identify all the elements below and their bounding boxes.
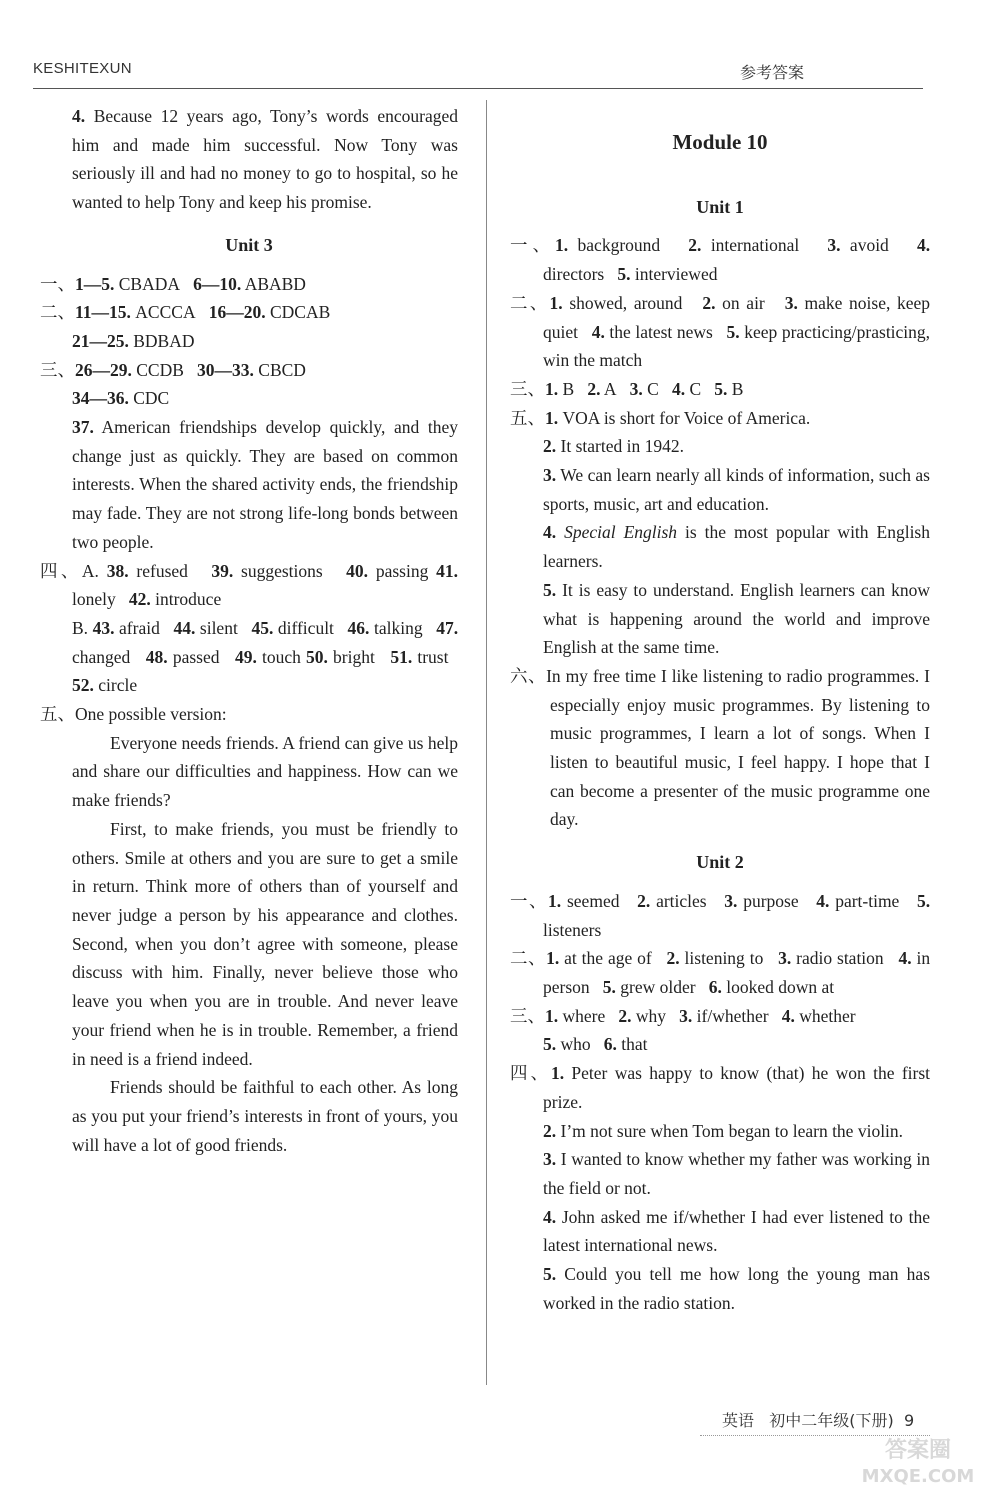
section-mark: 五、 xyxy=(40,704,75,725)
answer-word: the latest news xyxy=(609,321,713,342)
answer-sentence: I wanted to know whether my father was working in the field or not. xyxy=(543,1149,931,1198)
unit2-section-3 xyxy=(510,1002,930,1059)
item-number: 38. xyxy=(106,560,129,581)
item-number: 3. xyxy=(784,292,798,313)
answer-word: trust xyxy=(417,646,449,667)
item-number: 3. xyxy=(778,948,792,969)
answer-sentence: is the most popular with English learners. xyxy=(543,522,930,572)
unit2-section-4-q5 xyxy=(510,1260,930,1317)
answer-sentence: It is easy to understand. English learners can know what is happening around the world and improve English at the same time. xyxy=(543,579,931,658)
item-number: 6. xyxy=(603,1034,617,1055)
answer-word: bright xyxy=(333,646,375,667)
item-number: 1. xyxy=(550,1063,565,1084)
answer-word: part-time xyxy=(835,890,900,911)
answer-word: B xyxy=(731,378,744,399)
item-number: 41. xyxy=(436,560,459,581)
unit1-heading: Unit 1 xyxy=(696,196,744,217)
answer-word: C xyxy=(647,378,659,399)
answer-word: introduce xyxy=(155,589,222,610)
item-number: 1. xyxy=(545,407,559,428)
answer-word: at the age of xyxy=(564,948,652,969)
item-number: 5. xyxy=(726,321,740,342)
unit2-section-1 xyxy=(510,887,930,944)
item-number: 4. xyxy=(916,235,931,256)
item-range: 11—15. xyxy=(75,302,131,323)
answer-word: seemed xyxy=(566,890,620,911)
answer-word: directors xyxy=(543,264,605,285)
answer-word: A xyxy=(603,378,617,399)
item-number: 4. xyxy=(816,890,830,911)
q4-number: 4. xyxy=(72,106,86,126)
answer-sentence: I’m not sure when Tom began to learn the violin. xyxy=(560,1120,904,1141)
answer-word: in person xyxy=(543,948,931,997)
essay-paragraph-3: Friends should be faithful to each other. As long as you put your friend’s interests in front of yours, you will have a lot of good friends. xyxy=(72,1077,458,1155)
section-mark: 四、 xyxy=(510,1063,551,1084)
item-range: 34—36. xyxy=(72,388,129,409)
item-number: 4. xyxy=(898,948,912,969)
section-mark: 三、 xyxy=(510,378,545,399)
answer-word: looked down at xyxy=(726,976,835,997)
item-number: 2. xyxy=(587,378,601,399)
answer-letters: ACCCA xyxy=(135,302,196,323)
answer-word: passed xyxy=(172,646,220,667)
answer-letters: CDCAB xyxy=(269,302,331,323)
answer-sentence: John asked me if/whether I had ever listened to the latest international news. xyxy=(543,1206,930,1256)
unit1-section-3 xyxy=(510,375,930,404)
answer-word: talking xyxy=(373,617,423,638)
answer-word: afraid xyxy=(119,617,160,638)
answer-word: difficult xyxy=(277,617,334,638)
answer-letters: ABABD xyxy=(244,273,306,294)
footer-subject: 英语 xyxy=(722,1411,755,1430)
item-number: 49. xyxy=(234,646,257,667)
item-number: 43. xyxy=(92,617,115,638)
answer-sentence: We can learn nearly all kinds of information, such as sports, music, art and education. xyxy=(543,465,930,514)
answer-word: that xyxy=(621,1034,648,1055)
page-number: 9 xyxy=(903,1411,915,1430)
part-label: A. xyxy=(81,560,99,581)
item-number: 5. xyxy=(602,976,616,997)
part-label: B. xyxy=(72,617,89,638)
item-number: 5. xyxy=(916,890,931,911)
item-number: 46. xyxy=(347,617,370,638)
unit1-section-5-q2 xyxy=(510,432,930,461)
footer-rule xyxy=(700,1435,930,1436)
watermark-line-1: 答案圈 xyxy=(884,1438,951,1463)
answer-word: who xyxy=(560,1034,591,1055)
answer-word: where xyxy=(562,1005,606,1026)
section-mark: 二、 xyxy=(40,302,75,323)
section-mark: 五、 xyxy=(510,407,545,428)
item-number: 4. xyxy=(543,1206,557,1227)
q37-text: American friendships develop quickly, and they change just as quickly. They are based on common interests. When the shared activity ends, the friendship may fade. They are not strong life-long bonds between two people. xyxy=(72,417,458,552)
item-number: 3. xyxy=(679,1005,693,1026)
answer-word: interviewed xyxy=(634,264,718,285)
essay-intro: One possible version: xyxy=(75,704,227,725)
unit1-section-5-q1 xyxy=(510,404,930,433)
answer-word: international xyxy=(710,235,800,256)
item-range: 16—20. xyxy=(208,302,266,323)
answer-sentence: Peter was happy to know (that) he won the first prize. xyxy=(543,1063,931,1112)
unit2-section-4-q2 xyxy=(510,1117,930,1146)
answer-word: on air xyxy=(722,292,765,313)
footer-grade: 初中二年级(下册) xyxy=(769,1411,894,1430)
answer-word: keep practicing/prasticing, win the match xyxy=(543,321,931,371)
answer-word: C xyxy=(689,378,702,399)
item-number: 2. xyxy=(637,890,651,911)
item-number: 1. xyxy=(555,235,569,256)
answer-word: B xyxy=(562,378,575,399)
answer-word: refused xyxy=(136,560,188,581)
item-number: 4. xyxy=(781,1005,795,1026)
answer-word: listeners xyxy=(543,919,602,940)
answer-word: radio station xyxy=(796,948,884,969)
essay-paragraph-2: First, to make friends, you must be friendly to others. Smile at others and you are sure to get a smile in return. Think more of others than of yourself and never judge a person by his appearance and clothes. Second, when you don’t agree with someone, please discuss with him. Finally, never believe those who leave you when you are in trouble. And never leave your friend when he is in trouble. Remember, a friend in need is a friend indeed. xyxy=(72,818,458,1069)
section-mark: 一、 xyxy=(40,273,75,294)
answer-word: background xyxy=(577,235,661,256)
item-number: 1. xyxy=(545,1005,559,1026)
section-mark: 四、 xyxy=(40,560,82,581)
unit1-section-5-q3 xyxy=(510,461,930,518)
section-mark: 一、 xyxy=(510,235,556,256)
item-number: 45. xyxy=(251,617,274,638)
unit3-section-2 xyxy=(40,298,458,355)
item-number: 48. xyxy=(145,646,168,667)
answer-q37 xyxy=(40,413,458,557)
answer-word: make noise, keep quiet xyxy=(543,292,931,342)
answer-word: lonely xyxy=(72,589,116,610)
unit3-section-3 xyxy=(40,356,458,413)
answer-letters: CDC xyxy=(133,388,170,409)
answer-word: grew older xyxy=(620,976,696,997)
section-mark: 三、 xyxy=(510,1005,545,1026)
unit1-section-5-q5 xyxy=(510,576,930,662)
item-number: 50. xyxy=(306,646,328,667)
section-mark: 二、 xyxy=(510,292,550,313)
item-range: 26—29. xyxy=(75,359,132,380)
item-number: 52. xyxy=(72,675,94,696)
page-footer xyxy=(722,1408,914,1431)
header-brand: KESHITEXUN xyxy=(33,60,132,77)
unit1-section-2 xyxy=(510,289,930,375)
answer-word: listening to xyxy=(684,948,764,969)
answer-letters: CBADA xyxy=(118,273,181,294)
item-range: 1—5. xyxy=(75,273,115,294)
answer-word: avoid xyxy=(849,235,889,256)
answer-letters: CBCD xyxy=(258,359,306,380)
unit2-section-4-q4 xyxy=(510,1203,930,1260)
right-column xyxy=(510,102,930,1317)
answer-sentence: It started in 1942. xyxy=(560,436,684,457)
answer-letters: CCDB xyxy=(136,359,184,380)
item-number: 4. xyxy=(543,522,557,543)
unit3-section-1 xyxy=(40,270,458,299)
answer-word: why xyxy=(635,1005,667,1026)
item-range: 30—33. xyxy=(197,359,254,380)
item-number: 5. xyxy=(617,264,631,285)
answer-word: purpose xyxy=(743,890,799,911)
section-mark: 六、 xyxy=(510,665,547,686)
item-number: 4. xyxy=(591,321,605,342)
item-number: 1. xyxy=(547,890,562,911)
column-divider xyxy=(486,100,487,1385)
unit2-heading: Unit 2 xyxy=(696,852,744,873)
answer-word: circle xyxy=(98,675,138,696)
q37-number: 37. xyxy=(72,417,94,438)
item-number: 2. xyxy=(688,235,702,256)
item-number: 6. xyxy=(708,976,722,997)
item-number: 40. xyxy=(346,560,369,581)
unit1-section-5-q4 xyxy=(510,518,930,575)
answer-sentence: Could you tell me how long the young man has worked in the radio station. xyxy=(543,1264,931,1313)
answer-word: touch xyxy=(261,646,301,667)
item-number: 5. xyxy=(714,378,728,399)
q4-text: Because 12 years ago, Tony’s words encouraged him and made him successful. Now Tony was seriously ill and had no money to go to hospital, so he wanted to help Tony and keep his promise. xyxy=(72,106,458,213)
unit1-section-6 xyxy=(510,662,930,834)
answer-q4 xyxy=(40,102,458,217)
header-rule xyxy=(33,88,923,89)
answer-sentence: VOA is short for Voice of America. xyxy=(562,407,811,428)
unit2-section-4-q3 xyxy=(510,1145,930,1202)
item-number: 47. xyxy=(436,617,459,638)
section-mark: 一、 xyxy=(510,890,548,911)
watermark-line-2: MXQE.COM xyxy=(861,1466,975,1487)
item-range: 6—10. xyxy=(193,273,242,294)
writing-answer: In my free time I like listening to radio programmes. I especially enjoy music programmes. By listening to music programmes, I learn a lot of songs. When I listen to beautiful music, I feel happy. I hope that I can become a presenter of the music programme one day. xyxy=(546,665,931,830)
item-number: 2. xyxy=(618,1005,632,1026)
item-number: 3. xyxy=(724,890,738,911)
item-number: 1. xyxy=(549,292,563,313)
item-number: 5. xyxy=(543,579,557,600)
item-number: 5. xyxy=(543,1034,557,1055)
italic-title: Special English xyxy=(564,522,678,543)
item-number: 51. xyxy=(390,646,413,667)
header-section-title: 参考答案 xyxy=(740,63,805,82)
section-mark: 三、 xyxy=(40,359,75,380)
item-number: 2. xyxy=(543,436,557,457)
item-number: 3. xyxy=(827,235,841,256)
item-number: 2. xyxy=(702,292,716,313)
item-range: 21—25. xyxy=(72,330,129,351)
item-number: 2. xyxy=(666,948,680,969)
answer-word: if/whether xyxy=(696,1005,769,1026)
answer-word: changed xyxy=(72,646,131,667)
section-mark: 二、 xyxy=(510,948,547,969)
answer-word: suggestions xyxy=(241,560,323,581)
item-number: 5. xyxy=(543,1264,557,1285)
item-number: 3. xyxy=(543,465,557,486)
unit2-section-4-q1 xyxy=(510,1059,930,1116)
item-number: 4. xyxy=(671,378,686,399)
item-number: 2. xyxy=(543,1120,557,1141)
item-number: 1. xyxy=(545,378,559,399)
unit3-section-4 xyxy=(40,557,458,701)
item-number: 44. xyxy=(173,617,196,638)
essay-paragraph-1: Everyone needs friends. A friend can give us help and share our difficulties and happiness. How can we make friends? xyxy=(72,732,458,811)
module-heading: Module 10 xyxy=(672,130,768,154)
answer-word: showed, around xyxy=(569,292,683,313)
item-number: 3. xyxy=(629,378,643,399)
answer-word: silent xyxy=(199,617,238,638)
left-column xyxy=(40,102,458,1159)
item-number: 39. xyxy=(211,560,234,581)
unit3-heading: Unit 3 xyxy=(225,234,273,255)
answer-word: whether xyxy=(799,1005,856,1026)
unit3-section-5 xyxy=(40,700,458,729)
answer-word: passing xyxy=(375,560,429,581)
answer-letters: BDBAD xyxy=(133,330,195,351)
item-number: 1. xyxy=(546,948,560,969)
unit1-section-1 xyxy=(510,231,930,288)
watermark-logo xyxy=(848,1438,988,1490)
item-number: 42. xyxy=(128,589,151,610)
answer-word: articles xyxy=(656,890,707,911)
unit2-section-2 xyxy=(510,944,930,1001)
item-number: 3. xyxy=(543,1149,557,1170)
